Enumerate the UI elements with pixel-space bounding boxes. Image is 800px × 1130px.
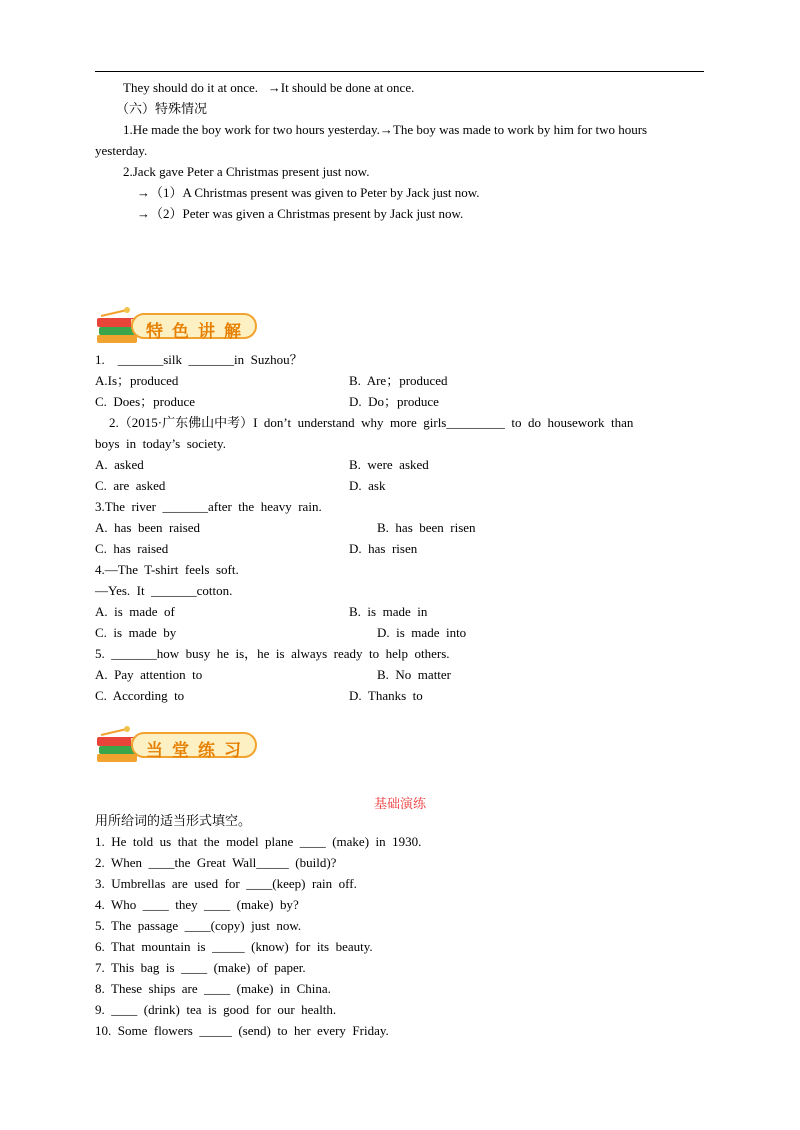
- example-1: 1.He made the boy work for two hours yesterday.→The boy was made to work by him for two hours: [123, 122, 648, 137]
- q1-option-c: C. Does；produce: [95, 394, 196, 409]
- practice-item: 8. These ships are ____ (make) in China.: [95, 981, 331, 996]
- header-rule: [95, 71, 704, 72]
- question-3: 3.The river _______after the heavy rain.: [95, 499, 322, 514]
- q5-option-b: B. No matter: [377, 667, 452, 682]
- example-1-cont: yesterday.: [95, 143, 148, 158]
- q2-option-d: D. ask: [349, 478, 386, 493]
- q4-option-b: B. is made in: [349, 604, 428, 619]
- q4-option-c: C. is made by: [95, 625, 177, 640]
- practice-item: 7. This bag is ____ (make) of paper.: [95, 960, 306, 975]
- q1-option-a: A.Is；produced: [95, 373, 179, 388]
- q1-option-b: B. Are；produced: [349, 373, 448, 388]
- q3-option-d: D. has risen: [349, 541, 418, 556]
- grammar-line: They should do it at once. →It should be done at once.: [123, 80, 415, 95]
- q4-option-d: D. is made into: [377, 625, 467, 640]
- banner-title: 当堂练习: [146, 741, 250, 761]
- practice-heading: 基础演练: [373, 796, 426, 811]
- q5-option-d: D. Thanks to: [349, 688, 423, 703]
- q2-option-b: B. were asked: [349, 457, 429, 472]
- practice-item: 6. That mountain is _____ (know) for its beauty.: [95, 939, 373, 954]
- practice-item: 1. He told us that the model plane ____ (make) in 1930.: [95, 834, 422, 849]
- section-banner-practice: [95, 723, 261, 765]
- q3-option-a: A. has been raised: [95, 520, 201, 535]
- question-4-cont: —Yes. It _______cotton.: [95, 583, 233, 598]
- practice-item: 9. ____ (drink) tea is good for our health.: [95, 1002, 337, 1017]
- example-2: 2.Jack gave Peter a Christmas present just now.: [123, 164, 370, 179]
- q4-option-a: A. is made of: [95, 604, 175, 619]
- q5-option-c: C. According to: [95, 688, 185, 703]
- question-4: 4.—The T-shirt feels soft.: [95, 562, 239, 577]
- practice-item: 5. The passage ____(copy) just now.: [95, 918, 302, 933]
- section-title: （六）特殊情况: [116, 101, 208, 116]
- q3-option-c: C. has raised: [95, 541, 169, 556]
- section-banner-features: [95, 304, 261, 346]
- practice-item: 3. Umbrellas are used for ____(keep) rain off.: [95, 876, 357, 891]
- example-2-option-2: →（2）Peter was given a Christmas present by Jack just now.: [137, 206, 464, 221]
- q2-option-c: C. are asked: [95, 478, 166, 493]
- q2-option-a: A. asked: [95, 457, 144, 472]
- example-2-option-1: →（1）A Christmas present was given to Peter by Jack just now.: [137, 185, 480, 200]
- banner-title: 特色讲解: [146, 322, 250, 342]
- question-5: 5. _______how busy he is，he is always ready to help others.: [95, 646, 450, 661]
- question-2: 2.（2015·广东佛山中考）I don’t understand why more girls_________ to do housework than: [109, 415, 634, 430]
- question-1: 1. _______silk _______in Suzhou？: [95, 352, 303, 367]
- question-2-cont: boys in today’s society.: [95, 436, 226, 451]
- q5-option-a: A. Pay attention to: [95, 667, 203, 682]
- practice-item: 10. Some flowers _____ (send) to her every Friday.: [95, 1023, 389, 1038]
- q1-option-d: D. Do；produce: [349, 394, 439, 409]
- practice-item: 4. Who ____ they ____ (make) by?: [95, 897, 299, 912]
- practice-instruction: 用所给词的适当形式填空。: [95, 813, 252, 828]
- practice-item: 2. When ____the Great Wall_____ (build)?: [95, 855, 337, 870]
- q3-option-b: B. has been risen: [377, 520, 476, 535]
